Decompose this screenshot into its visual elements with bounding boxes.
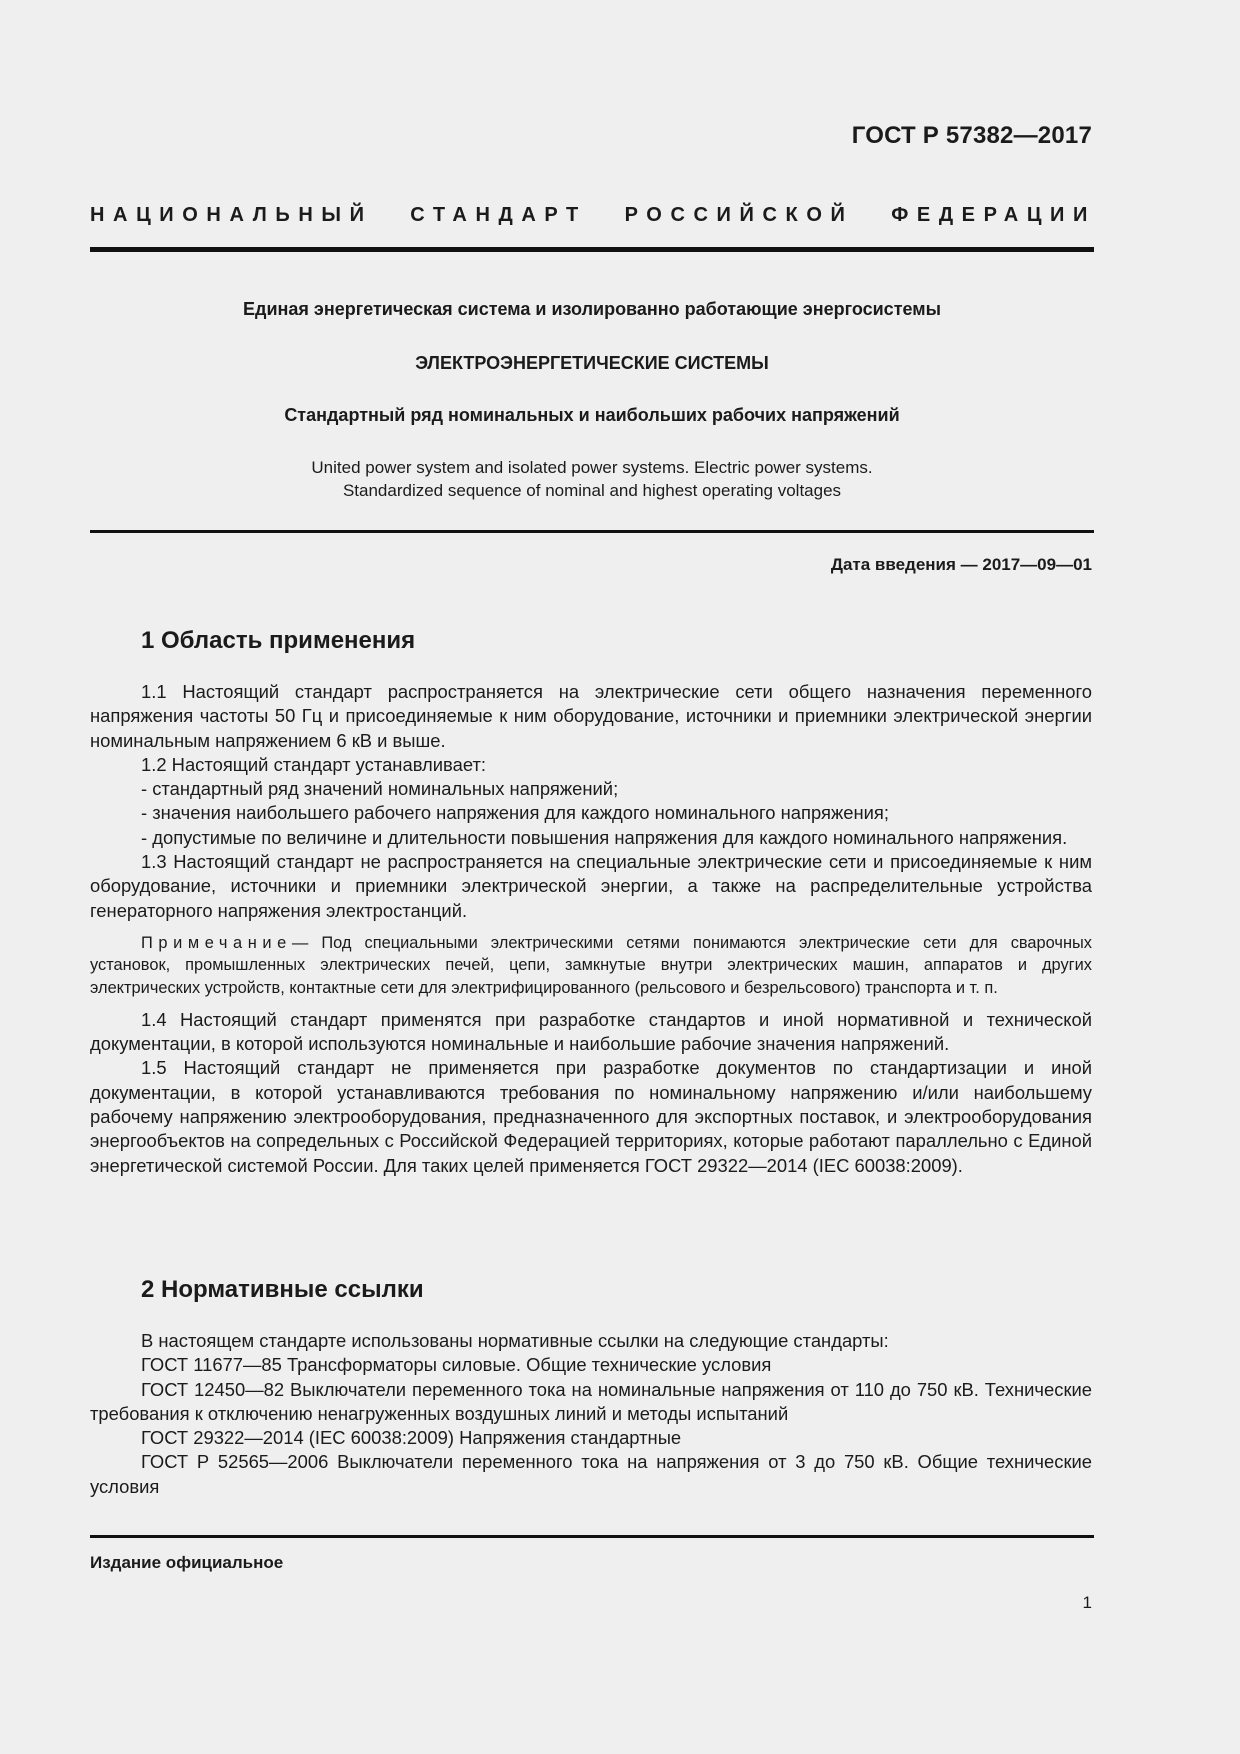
title-line-1: Единая энергетическая система и изолированно работающие энергосистемы	[243, 299, 941, 319]
paragraph-1-1: 1.1 Настоящий стандарт распространяется на электрические сети общего назначения переменного напряжения частоты 50 Гц и присоединяемые к ним оборудование, источники и приемники электрической энергии номинальным напряжением 6 кВ и выше.	[90, 681, 1092, 751]
note-text: — Под специальными электрическими сетями понимаются электрические сети для сварочных установок, промышленных электрических печей, цепи, замкнутые внутри электрических машин, аппаратов и других электрических устройств, контактные сети для электрифицированного (рельсового и безрельсового) транспорта и т. п.	[90, 933, 1092, 997]
paragraph-1-2: 1.2 Настоящий стандарт устанавливает:	[141, 753, 486, 775]
list-item: - допустимые по величине и длительности повышения напряжения для каждого номинального напряжения.	[141, 826, 1068, 848]
note-label: Примечание	[141, 933, 292, 952]
note	[90, 932, 1092, 999]
section-2-heading: 2 Нормативные ссылки	[141, 1276, 424, 1303]
paragraph-1-3: 1.3 Настоящий стандарт не распространяется на специальные электрические сети и присоединяемые к ним оборудование, источники и приемники электрической энергии, а также на распределительные устройства генераторного напряжения электростанций.	[90, 851, 1092, 921]
official-edition-label: Издание официальное	[90, 1553, 284, 1572]
paragraph-1-4: 1.4 Настоящий стандарт применятся при разработке стандартов и иной нормативной и технической документации, в которой используются номинальные и наибольшие рабочие значения напряжений.	[90, 1008, 1092, 1055]
national-standard-heading: НАЦИОНАЛЬНЫЙ СТАНДАРТ РОССИЙСКОЙ ФЕДЕРАЦИИ	[90, 204, 1096, 226]
references-intro: В настоящем стандарте использованы нормативные ссылки на следующие стандарты:	[141, 1330, 889, 1351]
reference-item: ГОСТ 29322—2014 (IEC 60038:2009) Напряжения стандартные	[141, 1427, 682, 1449]
reference-item: ГОСТ 11677—85 Трансформаторы силовые. Общие технические условия	[141, 1354, 772, 1376]
section-2-body	[90, 1329, 1092, 1499]
standard-number: ГОСТ Р 57382—2017	[851, 122, 1092, 149]
title-line-2: ЭЛЕКТРОЭНЕРГЕТИЧЕСКИЕ СИСТЕМЫ	[415, 353, 769, 373]
english-title-line-2: Standardized sequence of nominal and highest operating voltages	[342, 481, 842, 500]
title-rule	[90, 530, 1094, 533]
paragraph-1-5: 1.5 Настоящий стандарт не применяется при разработке документов по стандартизации и иной документации, в которой устанавливаются требования по номинальному напряжению и/или наибольшему рабочему напряжению электрооборудования, предназначенного для экспортных поставок, и электрооборудования энергообъектов на сопредельных с Российской Федерацией территориях, которые работают параллельно с Единой энергетической системой России. Для таких целей применяется ГОСТ 29322—2014 (IEC 60038:2009).	[90, 1057, 1092, 1176]
section-1-body	[90, 680, 1092, 1178]
introduction-date: Дата введения — 2017—09—01	[830, 555, 1092, 574]
english-title-line-1: United power system and isolated power systems. Electric power systems.	[311, 458, 873, 477]
footer-rule	[90, 1535, 1094, 1538]
list-item: - значения наибольшего рабочего напряжения для каждого номинального напряжения;	[141, 802, 889, 824]
section-1-heading: 1 Область применения	[141, 627, 416, 654]
reference-item: ГОСТ 12450—82 Выключатели переменного тока на номинальные напряжения от 110 до 750 кВ. Технические требования к отключению ненагруженных воздушных линий и методы испытаний	[90, 1378, 1092, 1424]
english-title	[90, 456, 1094, 502]
title-line-3: Стандартный ряд номинальных и наибольших рабочих напряжений	[284, 405, 900, 425]
header-rule	[90, 247, 1094, 252]
list-item: - стандартный ряд значений номинальных напряжений;	[141, 778, 619, 800]
reference-item: ГОСТ Р 52565—2006 Выключатели переменного тока на напряжения от 3 до 750 кВ. Общие технические условия	[90, 1451, 1092, 1497]
page-number: 1	[1082, 1593, 1092, 1612]
